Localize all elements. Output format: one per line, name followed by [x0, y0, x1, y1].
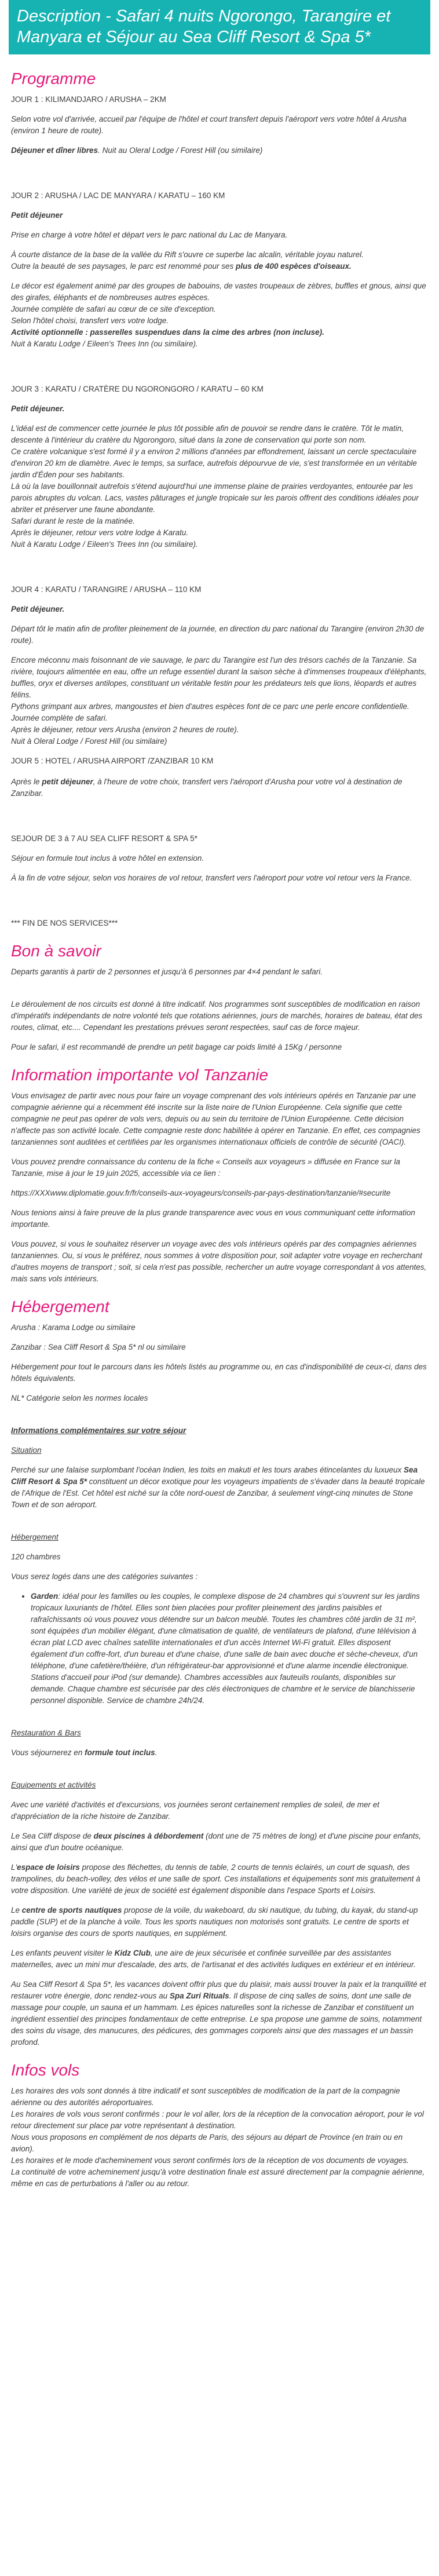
sejour-p2: À la fin de votre séjour, selon vos horaires de vol retour, transfert vers l'aéroport pour votre vol retour vers la France. [11, 874, 412, 882]
day5-p1 [11, 776, 428, 799]
day4-p3: Pythons grimpant aux arbres, mangoustes et bien d'autres espèces font de ce parc une perle encore confidentielle. [11, 702, 409, 711]
equip-p4 [11, 1905, 428, 1939]
day3-p5: Après le déjeuner, retour vers votre lodge à Karatu. [11, 528, 189, 537]
day1-meals-rest: . Nuit au Oleral Lodge / Forest Hill (ou similaire) [98, 146, 263, 155]
day2-night: Nuit à Karatu Lodge / Eileen's Trees Inn (ou similaire). [11, 339, 198, 348]
bon-p1: Departs garantis à partir de 2 personnes et jusqu'à 6 personnes par 4×4 pendant le safari. [11, 967, 323, 976]
day1-text: Selon votre vol d'arrivée, accueil par l'équipe de l'hôtel et court transfert depuis l'aéroport vers votre hôtel à Arusha (environ 1 heure de route). [11, 115, 407, 135]
rooms-list [11, 1591, 428, 1707]
equip-p5-pre: Les enfants peuvent visiter le [11, 1949, 115, 1957]
hebergement-zanzibar: Zanzibar : Sea Cliff Resort & Spa 5* nl ou similaire [11, 1343, 186, 1351]
day1-title: JOUR 1 : KILIMANDJARO / ARUSHA – 2KM [11, 95, 166, 104]
tanzanie-p2: Vous pouvez prendre connaissance du contenu de la fiche « Conseils aux voyageurs » diffusée en France sur la Tanzanie, mise à jour le 19 juin 2025, accessible via ce lien : [11, 1157, 400, 1178]
equip-p6-pre: Au Sea Cliff Resort & Spa 5*, les vacances doivent offrir plus que du plaisir, mais aussi trouver la paix et la tranquillité et restaurer votre énergie, donc rendez-vous au [11, 1980, 426, 2000]
equip-p2-bold: deux piscines à débordement [93, 1832, 204, 1840]
day4-breakfast: Petit déjeuner. [11, 605, 65, 613]
equip-p4-rest: propose de la voile, du wakeboard, du ski nautique, du tubing, du kayak, du stand-up paddle (SUP) et de la planche à voile. Tous les sports nautiques non motorisés sont gratuits. Le centre de sports et loisirs organise des cours de sports nautiques, en supplément. [11, 1906, 418, 1938]
equip-p5-bold: Kidz Club [114, 1949, 151, 1957]
main-content [0, 54, 439, 2190]
equip-p6 [11, 1979, 428, 2048]
end-of-services: *** FIN DE NOS SERVICES*** [11, 919, 118, 927]
day4-p4: Journée complète de safari. [11, 714, 108, 722]
restauration-pre: Vous séjournerez en [11, 1748, 85, 1757]
day2-line2b-text: Outre la beauté de ses paysages, le parc est renommé pour ses [11, 262, 236, 271]
day2-line4: Journée complète de safari au cœur de ce site d'exception. [11, 305, 216, 313]
day4-p2: Encore méconnu mais foisonnant de vie sauvage, le parc du Tarangire est l'un des trésors cachés de la Tanzanie. Sa rivière, toujours alimentée en eau, offre un refuge essentiel durant la saison sèche à d'immenses troupeaux d'éléphants, buffles, oryx et diverses antilopes, constituant un véritable festin pour les prédateurs tels que lions, léopards et autres félins. [11, 656, 427, 699]
room-garden [31, 1591, 428, 1707]
rooms-title: Hébergement [11, 1533, 58, 1541]
rooms-intro: Vous serez logés dans une des catégories suivantes : [11, 1572, 198, 1581]
equip-p3 [11, 1862, 428, 1897]
sejour-title: SEJOUR DE 3 á 7 AU SEA CLIFF RESORT & SPA 5* [11, 834, 197, 843]
day3-p4: Safari durant le reste de la matinée. [11, 517, 135, 525]
rooms-count: 120 chambres [11, 1552, 61, 1561]
day3-p2: Ce cratère volcanique s'est formé il y a environ 2 millions d'années par effondrement, laissant un cercle spectaculaire d'environ 20 km de diamètre. Avec le temps, sa surface, autrefois dépourvue de vie, s'est transformée en un véritable jardin d'Éden pour ses habitants. [11, 447, 417, 479]
day5-rest: , à l'heure de votre choix, transfert vers l'aéroport d'Arusha pour votre vol à destination de Zanzibar. [11, 777, 403, 798]
equip-p3-bold: espace de loisirs [17, 1863, 80, 1872]
day3-title: JOUR 3 : KARATU / CRATÈRE DU NGORONGORO / KARATU – 60 KM [11, 385, 264, 393]
day2-line2b [11, 261, 428, 272]
day5-pre: Après le [11, 777, 42, 786]
hebergement-arusha: Arusha : Karama Lodge ou similaire [11, 1323, 136, 1332]
hebergement-category: NL* Catégorie selon les normes locales [11, 1394, 148, 1402]
day2-line3: Le décor est également animé par des groupes de babouins, de vastes troupeaux de zèbres, buffles et gnous, ainsi que des girafes, éléphants et de nombreuses autres espèces. [11, 282, 426, 302]
equip-p6-bold: Spa Zuri Rituals [169, 1992, 229, 2000]
situation-text [11, 1464, 428, 1511]
equipements-title: Equipements et activités [11, 1781, 96, 1789]
vols-p4: Les horaires et le mode d'acheminement vous seront confirmés lors de la réception de vos documents de voyages. [11, 2156, 409, 2165]
vols-p3: Nous vous proposons en complément de nos départs de Paris, des séjours au départ de Province (en train ou en avion). [11, 2133, 403, 2153]
day5-breakfast: petit déjeuner [42, 777, 93, 786]
day3-p6: Nuit à Karatu Lodge / Eileen's Trees Inn (ou similaire). [11, 540, 198, 549]
restauration-text [11, 1747, 428, 1759]
restauration-title: Restauration & Bars [11, 1729, 81, 1737]
situation-hotel: Sea Cliff Resort & Spa 5* [11, 1466, 418, 1486]
day3-p3: Là où la lave bouillonnait autrefois s'étend aujourd'hui une immense plaine de prairies verdoyantes, entourée par les parois abruptes du volcan. Lacs, vastes pâturages et jungle tropicale sur les parois offrent des conditions idéales pour abriter et préserver une faune abondante. [11, 482, 419, 514]
tanzanie-p1: Vous envisagez de partir avec nous pour faire un voyage comprenant des vols intérieurs opérés en Tanzanie par une compagnie aérienne qui a récemment été inscrite sur la liste noire de l'Union Européenne. Cela signifie que cette compagnie ne peut pas opérer de vols vers, depuis ou au sein du territoire de l'Union Européenne. Cette décision n'affecte pas son activité locale. Cette compagnie reste donc habilitée à opérer en Tanzanie. En effet, ces compagnies tanzaniennes sont auditées et certifiées par les organismes internationaux officiels de contrôle de sécurité (OACI). [11, 1091, 420, 1146]
day4-p1: Départ tôt le matin afin de profiter pleinement de la journée, en direction du parc national du Tarangire (environ 2h30 de route). [11, 624, 425, 645]
equip-p4-bold: centre de sports nautiques [21, 1906, 122, 1914]
programme-heading: Programme [11, 70, 96, 87]
day2-line2a: À courte distance de la base de la vallée du Rift s'ouvre ce superbe lac alcalin, véritable joyau naturel. [11, 250, 364, 259]
vols-p5: La continuité de votre acheminement jusqu'à votre destination finale est assuré directement par la compagnie aérienne, même en cas de perturbations à l'aller ou au retour. [11, 2168, 425, 2188]
day4-p6: Nuit à Oleral Lodge / Forest Hill (ou similaire) [11, 737, 167, 746]
equip-p6-rest: . Il dispose de cinq salles de soins, dont une salle de massage pour couple, un sauna et un hammam. Les épices naturelles sont la richesse de Zanzibar et constituent un ingrédient essentiel des principes fondamentaux de cette entreprise. Le spa propose une gamme de soins, notamment des soins du visage, des manucures, des pédicures, des gommages corporels ainsi que des massages et un bassin profond. [11, 1992, 422, 2047]
tanzanie-p4: Vous pouvez, si vous le souhaitez réserver un voyage avec des vols intérieurs opérés par des compagnies aériennes tanzaniennes. Ou, si vous le préférez, nous sommes à votre disposition pour, soit adapter votre voyage en recherchant d'autres moyens de transport ; soit, si cela n'est pas possible, rechercher un autre voyage correspondant à vos attentes, mais sans vols intérieurs. [11, 1240, 427, 1283]
bon-a-savoir-heading: Bon à savoir [11, 942, 101, 960]
restauration-rest: . [155, 1748, 158, 1757]
day2-line5: Selon l'hôtel choisi, transfert vers votre lodge. [11, 316, 169, 325]
vols-p2: Les horaires de vols vous seront confirmés : pour le vol aller, lors de la réception de la convocation aéroport, pour le vol retour directement sur place par votre représentant à destination. [11, 2110, 424, 2130]
equip-p2 [11, 1830, 428, 1854]
day2-birds: plus de 400 espèces d'oiseaux. [235, 262, 352, 271]
tanzanie-p3: Nous tenions ainsi à faire preuve de la plus grande transparence avec vous en vous communiquant cette information importante. [11, 1208, 415, 1229]
day4-title: JOUR 4 : KARATU / TARANGIRE / ARUSHA – 110 KM [11, 585, 202, 594]
title-banner [9, 0, 430, 54]
equip-p5 [11, 1947, 428, 1971]
hebergement-heading: Hébergement [11, 1298, 109, 1316]
restauration-formula: formule tout inclus [85, 1748, 155, 1757]
equip-p1: Avec une variété d'activités et d'excursions, vos journées seront certainement remplies de soleil, de mer et d'appréciation de la riche histoire de Zanzibar. [11, 1800, 379, 1821]
equip-p2-pre: Le Sea Cliff dispose de [11, 1832, 94, 1840]
day4-p5: Après le déjeuner, retour vers Arusha (environ 2 heures de route). [11, 725, 239, 734]
equip-p4-pre: Le [11, 1906, 22, 1914]
day2-optional: Activité optionnelle : passerelles suspendues dans la cime des arbres (non incluse). [11, 328, 324, 337]
day3-breakfast: Petit déjeuner. [11, 404, 65, 413]
tanzanie-link[interactable]: https://XXXwww.diplomatie.gouv.fr/fr/conseils-aux-voyageurs/conseils-par-pays-destination/tanzanie/#securite [11, 1189, 391, 1197]
room-garden-text: : idéal pour les familles ou les couples, le complexe dispose de 24 chambres qui s'ouvrent sur les jardins tropicaux luxuriants de l'hôtel. Elles sont bien placées pour profiter pleinement des jardins paisibles et rafraîchissants où vous pouvez vous détendre sur un balcon meublé. Toutes les chambres côté jardin de 31 m², sont équipées d'un mobilier élégant, d'une climatisation de qualité, de ventilateurs de plafond, d'une télévision à écran plat LCD avec chaînes satellite internationales et d'un accès Internet Wi-Fi gratuit. Elles disposent également d'un coffre-fort, d'un bureau et d'une chaise, d'une salle de bain avec douche et sèche-cheveux, d'un téléphone, d'une cafetière/théière, d'un réfrigérateur-bar approvisionné et d'une alarme incendie électronique. Stations d'accueil pour iPod (sur demande). Chambres accessibles aux fauteuils roulants, disponibles sur demande. Chaque chambre est sécurisée par des clés électroniques de chambre et le service de blanchisserie personnel disponible. Service de chambre 24h/24. [31, 1592, 420, 1705]
info-tanzanie-heading: Information importante vol Tanzanie [11, 1066, 269, 1084]
day2-title: JOUR 2 : ARUSHA / LAC DE MANYARA / KARATU – 160 KM [11, 191, 225, 200]
day1-meals [11, 145, 428, 156]
bon-p2: Le déroulement de nos circuits est donné à titre indicatif. Nos programmes sont susceptibles de modification en raison d'impératifs indépendants de notre volonté tels que rotations aériennes, jours de marchés, horaires de bateau, état des routes, climat, etc.... Cependant les prestations prévues seront respectées, sauf cas de force majeur. [11, 1000, 423, 1032]
equip-p3-pre: L' [11, 1863, 17, 1872]
hebergement-note: Hébergement pour tout le parcours dans les hôtels listés au programme ou, en cas d'indisponibilité de ceux-ci, dans des hôtels équivalents. [11, 1362, 427, 1383]
day5-title: JOUR 5 : HOTEL / ARUSHA AIRPORT /ZANZIBAR 10 KM [11, 757, 214, 765]
room-garden-label: Garden [31, 1592, 58, 1601]
vols-p1: Les horaires des vols sont donnés à titre indicatif et sont susceptibles de modification de la part de la compagnie aérienne ou des autorités aéroportuaires. [11, 2087, 400, 2107]
day1-meals-bold: Déjeuner et dîner libres [11, 146, 98, 155]
equip-p2-rest: (dont une de 75 mètres de long) et d'une piscine pour enfants, ainsi que d'un boutre océanique. [11, 1832, 421, 1852]
situation-rest: constituent un décor exotique pour les voyageurs impatients de s'évader dans la beauté tropicale de l'Afrique de l'Est. Cet hôtel est niché sur la côte nord-ouest de Zanzibar, à seulement vingt-cinq minutes de Stone Town et de son aéroport. [11, 1477, 425, 1509]
equip-p5-rest: , une aire de jeux sécurisée et confinée surveillée par des assistantes maternelles, avec un mini mur d'escalade, des arts, de l'artisanat et des activités ludiques en extérieur et en intérieur. [11, 1949, 416, 1969]
page-title: Description - Safari 4 nuits Ngorongo, Tarangire et Manyara et Séjour au Sea Cliff Resort & Spa 5* [17, 7, 391, 46]
day2-line1: Prise en charge à votre hôtel et départ vers le parc national du Lac de Manyara. [11, 231, 288, 239]
equip-p3-rest: propose des fléchettes, du tennis de table, 2 courts de tennis éclairés, un court de squash, des trampolines, du beach-volley, des vélos et une salle de sport. Ces installations et équipements sont mis gratuitement à votre disposition. Une variété de jeux de société est également disponible dans l'espace Sports et Loisirs. [11, 1863, 420, 1895]
infos-vols-heading: Infos vols [11, 2061, 80, 2079]
day2-breakfast: Petit déjeuner [11, 211, 63, 220]
situation-title: Situation [11, 1446, 42, 1455]
day3-p1: L'idéal est de commencer cette journée le plus tôt possible afin de pouvoir se rendre dans le cratère. Tôt le matin, descente à l'intérieur du cratère du Ngorongoro, situé dans la zone de conservation qui porte son nom. [11, 424, 404, 444]
bon-p3: Pour le safari, il est recommandé de prendre un petit bagage car poids limité à 15Kg / personne [11, 1043, 342, 1051]
situation-pre: Perché sur une falaise surplombant l'océan Indien, les toits en makuti et les tours arabes étincelantes du luxueux [11, 1466, 404, 1474]
sejour-p1: Séjour en formule tout inclus à votre hôtel en extension. [11, 854, 204, 863]
infos-comp-title: Informations complémentaires sur votre séjour [11, 1426, 186, 1435]
